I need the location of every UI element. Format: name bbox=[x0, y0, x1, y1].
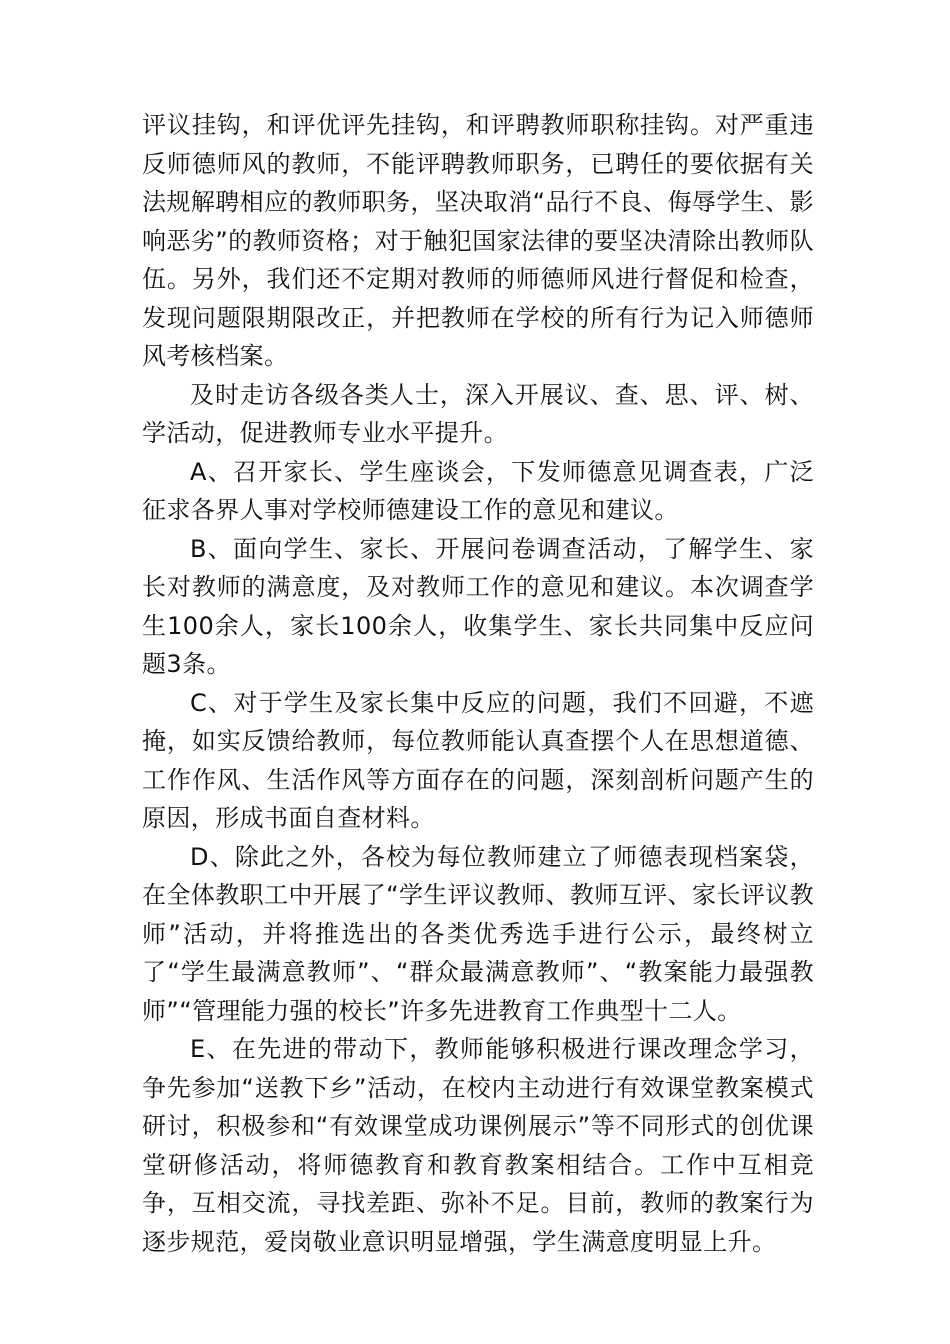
paragraph-6: D、除此之外，各校为每位教师建立了师德表现档案袋，在全体教职工中开展了“学生评议教师、教师互评、家长评议教师”活动，并将推选出的各类优秀选手进行公示，最终树立了“学生最满意教师”、“群众最满意教师”、“教案能力最强教师”“管理能力强的校长”许多先进教育工作典型十二人。 bbox=[142, 842, 814, 1025]
paragraph-4: B、面向学生、家长、开展问卷调查活动，了解学生、家长对教师的满意度，及对教师工作的意见和建议。本次调查学生100余人，家长100余人，收集学生、家长共同集中反应问题3条。 bbox=[142, 534, 814, 678]
paragraph-5: C、对于学生及家长集中反应的问题，我们不回避，不遮掩，如实反馈给教师，每位教师能认真查摆个人在思想道德、工作作风、生活作风等方面存在的问题，深刻剖析问题产生的原因，形成书面自查材料。 bbox=[142, 688, 814, 832]
document-body bbox=[142, 106, 814, 1261]
paragraph-3: A、召开家长、学生座谈会，下发师德意见调查表，广泛征求各界人事对学校师德建设工作的意见和建议。 bbox=[142, 457, 814, 524]
paragraph-1: 评议挂钩，和评优评先挂钩，和评聘教师职称挂钩。对严重违反师德师风的教师，不能评聘教师职务，已聘任的要依据有关法规解聘相应的教师职务，坚决取消“品行不良、侮辱学生、影响恶劣”的教师资格；对于触犯国家法律的要坚决清除出教师队伍。另外，我们还不定期对教师的师德师风进行督促和检查，发现问题限期限改正，并把教师在学校的所有行为记入师德师风考核档案。 bbox=[142, 111, 814, 370]
paragraph-7: E、在先进的带动下，教师能够积极进行课改理念学习，争先参加“送教下乡”活动，在校内主动进行有效课堂教案模式研讨，积极参和“有效课堂成功课例展示”等不同形式的创优课堂研修活动，将师德教育和教育教案相结合。工作中互相竞争，互相交流，寻找差距、弥补不足。目前，教师的教案行为逐步规范，爱岗敬业意识明显增强，学生满意度明显上升。 bbox=[142, 1035, 814, 1256]
paragraph-2: 及时走访各级各类人士，深入开展议、查、思、评、树、学活动，促进教师专业水平提升。 bbox=[142, 380, 814, 447]
